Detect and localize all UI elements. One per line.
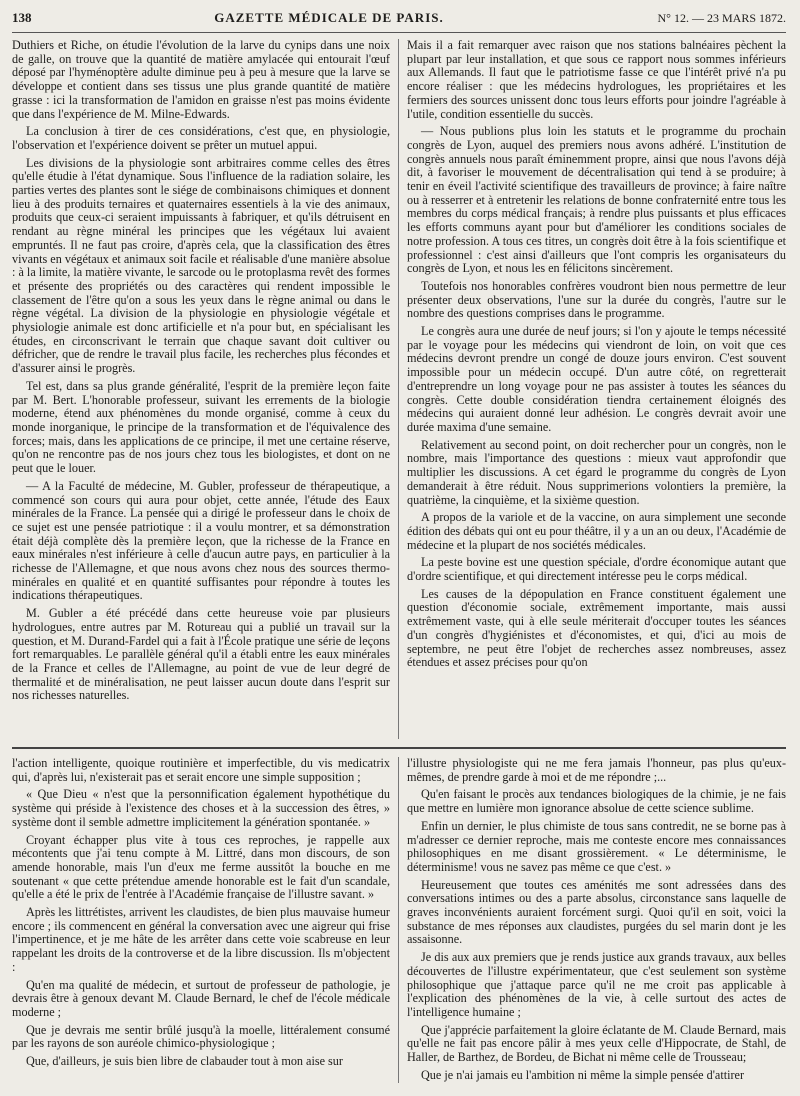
paragraph: Que je devrais me sentir brûlé jusqu'à la moelle, littéralement consumé par les rayons de son auréole chimico-physiologique ; xyxy=(12,1022,390,1051)
paragraph: M. Gubler a été précédé dans cette heureuse voie par plusieurs hydrologues, entre autres par M. Rotureau qui a publié un travail sur la question, et M. Durand-Fardel qui a fait à l'École pratique une série de leçons fort remarquables. Le parallèle général qu'il a établi entre les eaux minérales de la France et celles de l'Allemagne, au point de vue de leur degré de thermalité et de minéralisation, ne peut laisser aucun doute dans l'esprit sur nos richesses naturelles. xyxy=(12,606,390,703)
paragraph: Tel est, dans sa plus grande généralité, l'esprit de la première leçon faite par M. Bert. L'honorable professeur, suivant les errements de la biologie moderne, étend aux phénomènes du monde organisé, comme à ceux du monde inorganique, le principe de la transformation et de l'équivalence des forces; mais, dans les applications de ce principe, il met une certaine réserve, qu'on ne rencontre pas de nos jours chez tous les biologistes, et dont on ne peut que le louer. xyxy=(12,378,390,476)
paragraph: Enfin un dernier, le plus chimiste de tous sans contredit, ne se borne pas à m'adresser ce dernier reproche, mais me conteste encore mes connaissances philosophiques en me disant grossièrement. « Le déterminisme, le déterminisme! vous ne savez pas même ce que c'est. » xyxy=(407,818,786,874)
paragraph: l'action intelligente, quoique routinière et imperfectible, du vis medicatrix qui, d'après lui, n'existerait pas et serait encore une simple supposition ; xyxy=(12,757,390,784)
upper-left-column xyxy=(12,39,399,739)
section-divider xyxy=(12,747,786,749)
paragraph: Le congrès aura une durée de neuf jours; si l'on y ajoute le temps nécessité par le voyage pour les médecins qui viendront de loin, on voit que ces médecins devront prendre un congé de douze jours environ. C'est souvent impossible pour un médecin occupé. D'un autre côté, on regretterait d'entreprendre un long voyage pour ne pas assister à toutes les séances du congrès. Cette double considération tiendra certainement éloignés des médecins qui auraient donné leur adhésion. Le congrès devrait avoir une durée maxima d'une semaine. xyxy=(407,324,786,434)
paragraph: Duthiers et Riche, on étudie l'évolution de la larve du cynips dans une noix de galle, on trouve que la quantité de matière amylacée qui entourait l'œuf déposé par l'hyménoptère adulte diminue peu à peu à mesure que la larve se développe et contient dans ses tissus une plus grande quantité de matière grasse : ici la transformation de l'amidon en graisse n'est pas moins évidente que dans l'expérience de M. Milne-Edwards. xyxy=(12,39,390,121)
paragraph: Les causes de la dépopulation en France constituent également une question d'économie sociale, extrêmement importante, mais aussi extrêmement vaste, qui à elle seule mériterait d'occuper toutes les séances d'un congrès d'hygiénistes et d'économistes, et qui, d'ici au mois de septembre, ne peut être l'objet de recherches assez nombreuses, assez étendues et assez précises pour qu'on xyxy=(407,586,786,670)
upper-section xyxy=(12,39,786,739)
journal-title: GAZETTE MÉDICALE DE PARIS. xyxy=(214,10,444,25)
paragraph: Que, d'ailleurs, je suis bien libre de clabauder tout à mon aise sur xyxy=(26,1054,343,1069)
paragraph: l'illustre physiologiste qui ne me fera jamais l'honneur, pas plus qu'eux-mêmes, de prendre garde à moi et de me répondre ;... xyxy=(407,757,786,784)
paragraph: La peste bovine est une question spéciale, d'ordre économique autant que d'ordre scientifique, et qui directement intéresse peu le corps médical. xyxy=(407,555,786,584)
upper-right-column xyxy=(399,39,786,739)
paragraph: A propos de la variole et de la vaccine, on aura simplement une seconde édition des débats qui ont eu pour théâtre, il y a un an ou deux, l'Académie de médecine et la plupart de nos sociétés médicales. xyxy=(407,510,786,552)
paragraph: « Que Dieu « n'est que la personnification également hypothétique du système qui préside à l'existence des choses et à la succession des êtres, » système dont il semble admettre implicitement la génération spontanée. » xyxy=(12,787,390,829)
page-header xyxy=(12,10,786,33)
paragraph: Après les littrétistes, arrivent les claudistes, de bien plus mauvaise humeur encore ; ils commencent en général la conversation avec une aigreur qui frise l'impertinence, et je me hâte de les arrêter dans cette voie scabreuse en leur rappelant les droits de la controverse et de la libre discussion. Ils m'objectent : xyxy=(12,905,390,974)
issue-date: N° 12. — 23 MARS 1872. xyxy=(657,11,786,25)
paragraph: Les divisions de la physiologie sont arbitraires comme celles des êtres qu'elle étudie à l'état dynamique. Sous l'influence de la radiation solaire, les parties vertes des plantes sont le siége de combinaisons chimiques et donnent lieu à des produits ternaires et quaternaires essentiels à la vie des animaux, produits que ceux-ci seraient impuissants à fabriquer, et qu'ils détruisent en rendant au règne minéral les principes que les végétaux lui avaient empruntés. Il ne faut pas croire, d'après cela, que la classification des êtres vivants en végétaux et animaux soit facile et réalisable d'une manière absolue : à la limite, la matière vivante, le sarcode ou le protoplasma revêt des formes et présente des propriétés ou des caractères qui rendent impossible le classement de l'être qu'on a sous les yeux dans le règne animal ou dans le règne végétal. La division de la physiologie en physiologie végétale et physiologie animale est donc artificielle et n'a pour but, en spécialisant les études, en circonscrivant le terrain que chaque savant doit cultiver ou défricher, que de rendre le travail plus facile, les recherches plus fécondes et d'assurer ainsi le progrès. xyxy=(12,155,390,376)
paragraph: Croyant échapper plus vite à tous ces reproches, je rappelle aux mécontents que j'ai tenu compte à M. Littré, dans mon discours, de son amende honorable, mais l'un d'eux me ferme aussitôt la bouche en me soutenant « que cette prétendue amende honorable est le fait d'un scandale, qu'elle a été le prix de l'entrée à l'Académie française de l'illustre savant. » xyxy=(12,832,390,902)
paragraph: Qu'en ma qualité de médecin, et surtout de professeur de pathologie, je devrais être à genoux devant M. Claude Bernard, le chef de l'école médicale moderne ; xyxy=(12,977,390,1019)
page-number: 138 xyxy=(12,10,32,25)
lower-right-column xyxy=(399,757,786,1083)
paragraph: Relativement au second point, on doit rechercher pour un congrès, non le nombre, mais l'importance des questions : mieux vaut approfondir que multiplier les discussions. A cet égard le programme du congrès de Lyon demanderait à être réduit. Nous supprimerions volontiers la première, la quatrième, la cinquième, et la sixième question. xyxy=(407,437,786,507)
paragraph: Toutefois nos honorables confrères voudront bien nous permettre de leur présenter deux observations, l'une sur la durée du congrès, l'autre sur le nombre des questions comprises dans le programme. xyxy=(407,278,786,321)
paragraph: Que j'apprécie parfaitement la gloire éclatante de M. Claude Bernard, mais qu'elle ne fait pas encore pâlir à mes yeux celle d'Hippocrate, de Stahl, de Haller, de Barthez, de Bordeu, de Bichat ni même celle de Trousseau; xyxy=(407,1022,786,1065)
paragraph: — A la Faculté de médecine, M. Gubler, professeur de thérapeutique, a commencé son cours qui aura pour objet, cette année, l'étude des Eaux minérales de la France. La pensée qui a dirigé le professeur dans le choix de ce sujet est une pensée patriotique : il a voulu montrer, et sa démonstration était déjà complète dès la première leçon, que la richesse de la France en eaux minérales n'est inférieure à celle d'aucun autre pays, en particulier à la richesse de l'Allemagne, et que nous avons chez nous des sources thermo-minérales en qualité et en quantité suffisantes pour répondre à toutes les indications thérapeutiques. xyxy=(12,478,390,603)
lower-section xyxy=(12,757,786,1083)
paragraph: Qu'en faisant le procès aux tendances biologiques de la chimie, je ne fais que mettre en lumière mon ignorance absolue de cette science sublime. xyxy=(407,787,786,816)
paragraph: La conclusion à tirer de ces considérations, c'est que, en physiologie, l'observation et l'expérience doivent se prêter un mutuel appui. xyxy=(12,124,390,152)
paragraph: Je dis aux aux premiers que je rends justice aux grands travaux, aux belles découvertes de l'illustre expérimentateur, que c'est seulement son système philosophique que j'attaque parce qu'il ne me croit pas applicable à l'explication des phénomènes de la vie, à celle surtout des actes de l'intelligence humaine ; xyxy=(407,950,786,1019)
paragraph: Heureusement que toutes ces aménités me sont adressées dans des conversations intimes ou des a parte absolus, circonstance sans laquelle de graves inconvénients auraient forcément surgi. Quoi qu'il en soit, voici la substance de mes réponses aux claudistes, purgées du sel marin dont je les assaisonne. xyxy=(407,877,786,947)
lower-left-column xyxy=(12,757,399,1083)
paragraph: Que je n'ai jamais eu l'ambition ni même la simple pensée d'attirer xyxy=(421,1067,745,1082)
paragraph: Mais il a fait remarquer avec raison que nos stations balnéaires pèchent la plupart par leur installation, et que sous ce rapport nous sommes inférieurs aux Allemands. Il faut que le patriotisme fasse ce que l'intérêt privé n'a pu encore réaliser : que les médecins hydrologues, les propriétaires et les fermiers des sources unissent donc tous leurs efforts pour joindre l'agréable à l'utile, condition essentielle du succès. xyxy=(407,39,786,121)
paragraph: — Nous publions plus loin les statuts et le programme du prochain congrès de Lyon, auquel des premiers nous avons adhéré. L'institution de congrès annuels nous paraît éminemment propre, ainsi que nous l'avons déjà dit, à favoriser le mouvement de décentralisation qui tend à se produire; à tenir en éveil l'activité scientifique des travailleurs de province; à faire naître ou à resserrer et à entretenir les relations de bonne confraternité entre tous les membres du corps médical français; à rendre plus puissants et plus efficaces les efforts communs ayant pour but d'améliorer les conditions sociales de notre profession. A tous ces titres, un congrès doit être à la fois scientifique et professionnel : c'est ainsi d'ailleurs que l'ont compris les organisateurs du congrès de Lyon, et nous les en félicitons sincèrement. xyxy=(407,124,786,276)
